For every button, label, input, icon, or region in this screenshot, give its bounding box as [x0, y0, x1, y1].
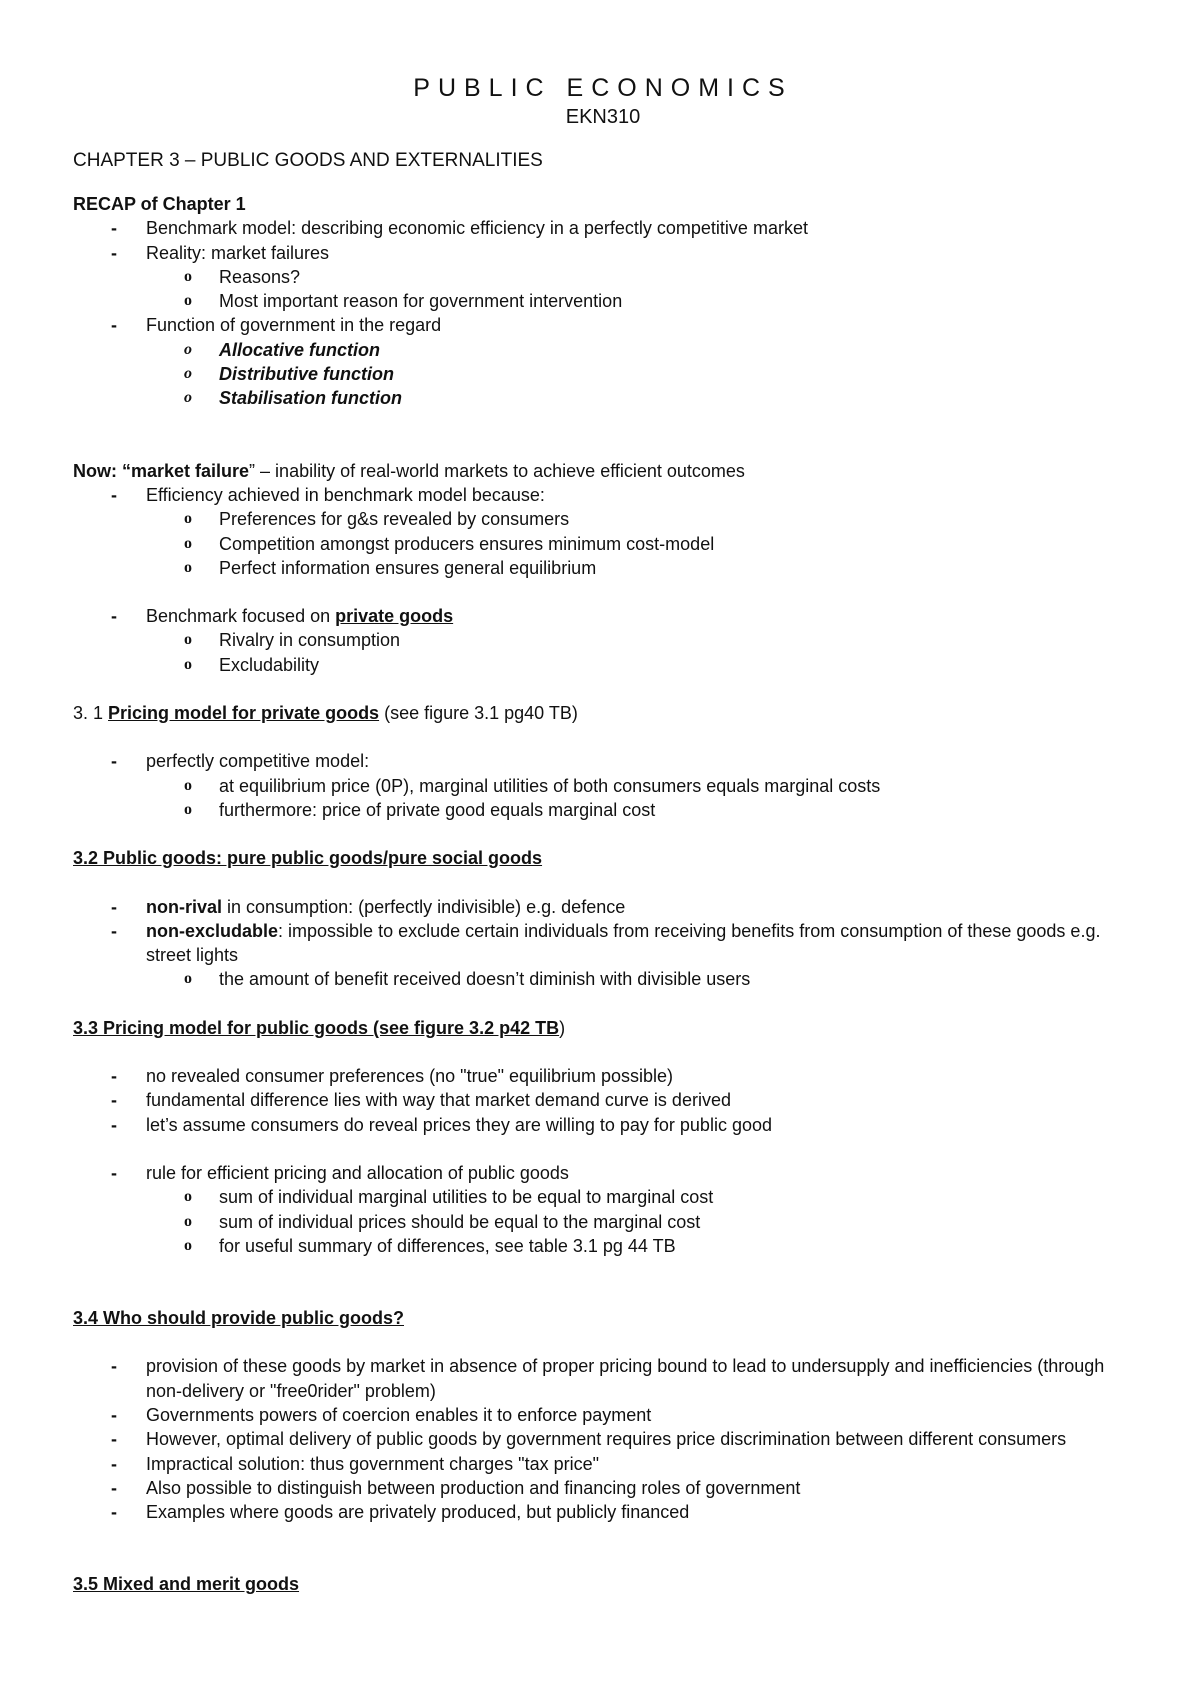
list-item: [73, 604, 1133, 677]
private-goods-term: private goods: [335, 606, 454, 627]
sub-list-item: o Rivalry in consumption: [146, 628, 1133, 652]
section-number: 3. 1: [73, 703, 109, 724]
list-item: - Examples where goods are privately produced, but publicly financed: [73, 1500, 1133, 1524]
sub-list-item: o Perfect information ensures general equilibrium: [146, 556, 1133, 580]
term-non-excludable: non-excludable: [146, 920, 279, 941]
sub-list: [146, 265, 1133, 314]
list-item: [73, 1161, 1133, 1258]
list-item: - Governments powers of coercion enables it to enforce payment: [73, 1403, 1133, 1427]
sub-list-item: o Most important reason for government intervention: [146, 289, 1133, 313]
list-item: [73, 895, 1133, 919]
market-failure-section: [73, 459, 1133, 677]
sub-list-item: o sum of individual prices should be equal to the marginal cost: [146, 1210, 1133, 1234]
list-item-text: rule for efficient pricing and allocation of public goods: [146, 1162, 569, 1183]
section-3-1-list: [73, 749, 1133, 822]
list-item: - However, optimal delivery of public goods by government requires price discrimination between different consumers: [73, 1427, 1133, 1451]
list-item: [73, 241, 1133, 314]
recap-list: [73, 216, 1133, 410]
list-item: [73, 483, 1133, 580]
private-goods-list: [73, 604, 1133, 677]
section-3-2-list: [73, 895, 1133, 992]
section-3-5-heading: 3.5 Mixed and merit goods: [73, 1574, 300, 1595]
sub-list-item: o Excludability: [146, 653, 1133, 677]
section-3-3: [73, 1016, 1133, 1258]
section-3-2: [73, 846, 1133, 991]
list-item: - Also possible to distinguish between production and financing roles of government: [73, 1476, 1133, 1500]
list-item: - fundamental difference lies with way that market demand curve is derived: [73, 1088, 1133, 1112]
section-3-1: [73, 701, 1133, 822]
sub-list: [146, 628, 1133, 677]
market-failure-label: Now: “market failure: [73, 460, 250, 481]
sub-list-item: o Reasons?: [146, 265, 1133, 289]
list-item: - Impractical solution: thus government charges "tax price": [73, 1452, 1133, 1476]
list-item: [73, 313, 1133, 410]
list-item-text: Benchmark model: describing economic efficiency in a perfectly competitive market: [146, 218, 808, 239]
sub-list: [146, 1185, 1133, 1258]
list-item-text: Reality: market failures: [146, 242, 330, 263]
sub-list: [146, 507, 1133, 580]
document-page: [73, 72, 1133, 1597]
sub-list-item: o Preferences for g&s revealed by consumers: [146, 507, 1133, 531]
section-3-1-heading: [73, 701, 1133, 725]
section-3-4: [73, 1306, 1133, 1524]
sub-list-item: o Stabilisation function: [146, 386, 1133, 410]
list-item-text: Function of government in the regard: [146, 315, 442, 336]
recap-heading: RECAP of Chapter 1: [73, 194, 246, 214]
term-non-rival: non-rival: [146, 896, 223, 917]
sub-list-item: o furthermore: price of private good equals marginal cost: [146, 798, 1133, 822]
course-code: EKN310: [565, 106, 641, 128]
market-failure-list: [73, 483, 1133, 580]
chapter-heading: CHAPTER 3 – PUBLIC GOODS AND EXTERNALITIES: [73, 150, 543, 171]
list-item-text: : impossible to exclude certain individuals from receiving benefits from consumption of these goods e.g. street lights: [146, 920, 1101, 966]
section-title: Pricing model for private goods: [108, 703, 380, 724]
list-item-text: Efficiency achieved in benchmark model because:: [146, 484, 545, 505]
list-item: [73, 749, 1133, 822]
list-item: [73, 216, 1133, 240]
document-title: PUBLIC ECONOMICS: [413, 74, 793, 102]
sub-list: [146, 338, 1133, 411]
list-item: - provision of these goods by market in absence of proper pricing bound to lead to undersupply and inefficiencies (through non-delivery or "free0rider" problem): [73, 1354, 1133, 1403]
market-failure-definition: ” – inability of real-world markets to achieve efficient outcomes: [249, 460, 745, 481]
section-3-2-heading: 3.2 Public goods: pure public goods/pure social goods: [73, 848, 543, 869]
section-3-4-heading: 3.4 Who should provide public goods?: [73, 1308, 404, 1329]
section-title-end: ): [559, 1017, 566, 1038]
recap-section: [73, 192, 1133, 411]
sub-list-item: o sum of individual marginal utilities to be equal to marginal cost: [146, 1185, 1133, 1209]
sub-list-item: o Competition amongst producers ensures minimum cost-model: [146, 532, 1133, 556]
sub-list-item: o Allocative function: [146, 338, 1133, 362]
sub-list-item: o for useful summary of differences, see table 3.1 pg 44 TB: [146, 1234, 1133, 1258]
section-3-4-list: [73, 1354, 1133, 1524]
sub-list: [146, 774, 1133, 823]
list-item: - let’s assume consumers do reveal prices they are willing to pay for public good: [73, 1113, 1133, 1137]
sub-list-item: o Distributive function: [146, 362, 1133, 386]
sub-list-item: o the amount of benefit received doesn’t diminish with divisible users: [146, 967, 1133, 991]
sub-list: [146, 967, 1133, 991]
list-item-text: Benchmark focused on: [146, 606, 336, 627]
list-item: - no revealed consumer preferences (no "true" equilibrium possible): [73, 1064, 1133, 1088]
section-reference: (see figure 3.1 pg40 TB): [379, 703, 578, 724]
section-3-3-list: [73, 1064, 1133, 1137]
market-failure-lead: [73, 459, 1133, 483]
list-item-text: perfectly competitive model:: [146, 751, 370, 772]
list-item-text: in consumption: (perfectly indivisible) e.g. defence: [222, 896, 626, 917]
sub-list-item: o at equilibrium price (0P), marginal utilities of both consumers equals marginal costs: [146, 774, 1133, 798]
section-title: 3.3 Pricing model for public goods (see figure 3.2 p42 TB: [73, 1017, 560, 1038]
section-3-3-heading: [73, 1016, 1133, 1040]
list-item: [73, 919, 1133, 992]
section-3-3-rule-list: [73, 1161, 1133, 1258]
section-3-5: [73, 1572, 1133, 1596]
